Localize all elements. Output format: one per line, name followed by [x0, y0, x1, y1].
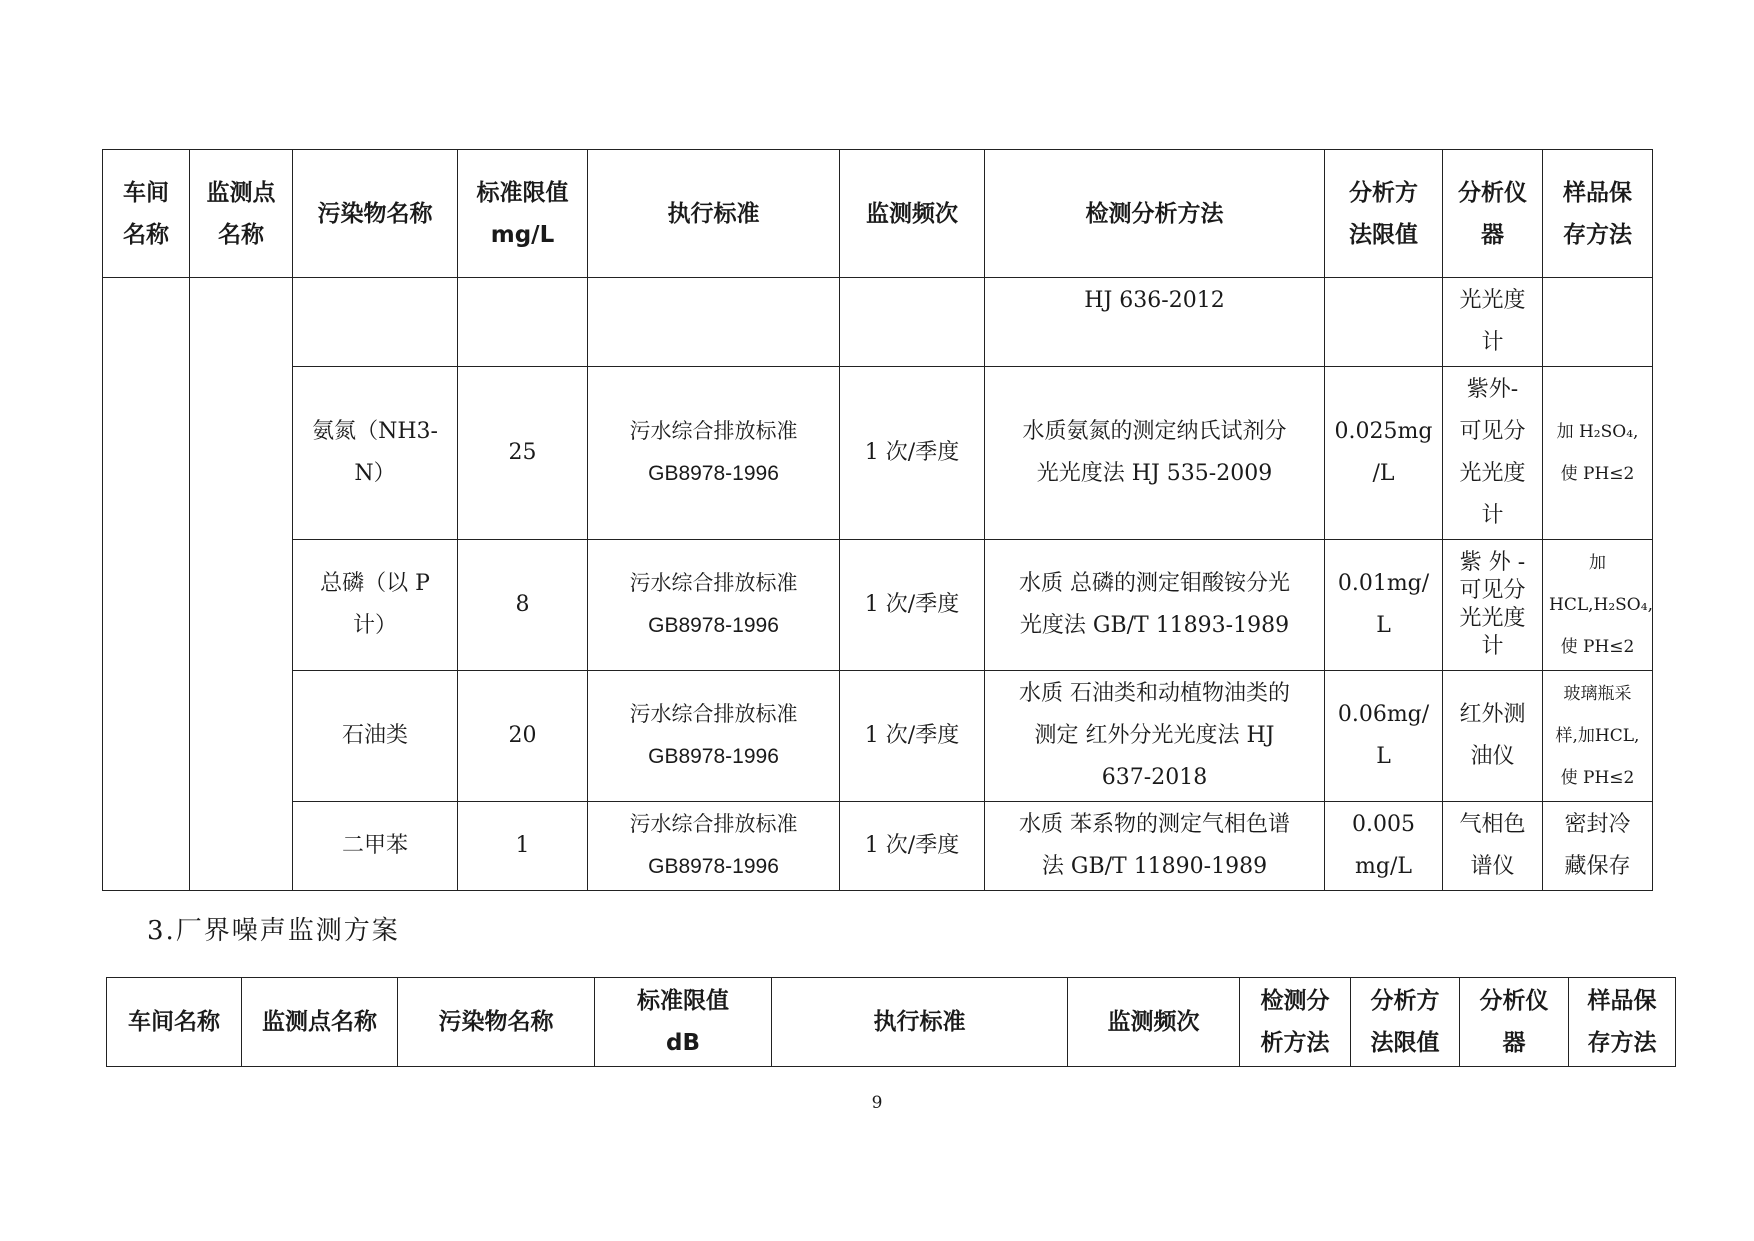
instrument-cell: 光光度 计	[1443, 278, 1543, 367]
table-row	[103, 540, 1653, 671]
table-header-row	[103, 150, 1653, 278]
header-limit: 标准限值 dB	[595, 978, 772, 1067]
monitoring-point-cell	[190, 278, 293, 891]
frequency-cell: 1 次/季度	[840, 540, 985, 671]
method-cell: 水质氨氮的测定纳氏试剂分 光光度法 HJ 535-2009	[985, 367, 1325, 540]
header-preservation: 样品保 存方法	[1569, 978, 1676, 1067]
section-heading: 3.厂界噪声监测方案	[147, 916, 400, 946]
pollutant-cell	[293, 278, 458, 367]
limit-cell: 1	[458, 802, 588, 891]
method-limit-cell	[1325, 278, 1443, 367]
header-pollutant: 污染物名称	[398, 978, 595, 1067]
preservation-cell: 玻璃瓶采 样,加HCL, 使 PH≤2	[1543, 671, 1653, 802]
limit-cell: 8	[458, 540, 588, 671]
header-standard: 执行标准	[588, 150, 840, 278]
pollutant-cell: 二甲苯	[293, 802, 458, 891]
header-frequency: 监测频次	[1068, 978, 1240, 1067]
method-cell: 水质 苯系物的测定气相色谱 法 GB/T 11890-1989	[985, 802, 1325, 891]
header-instrument: 分析仪 器	[1460, 978, 1569, 1067]
pollutant-cell: 总磷（以 P 计）	[293, 540, 458, 671]
table-row	[103, 367, 1653, 540]
limit-cell	[458, 278, 588, 367]
standard-cell: 污水综合排放标准 GB8978-1996	[588, 540, 840, 671]
method-limit-cell: 0.01mg/ L	[1325, 540, 1443, 671]
method-cell: HJ 636-2012	[985, 278, 1325, 367]
header-standard: 执行标准	[772, 978, 1068, 1067]
method-limit-cell: 0.005 mg/L	[1325, 802, 1443, 891]
header-method: 检测分析方法	[985, 150, 1325, 278]
method-cell: 水质 石油类和动植物油类的 测定 红外分光光度法 HJ 637-2018	[985, 671, 1325, 802]
limit-cell: 25	[458, 367, 588, 540]
header-method-limit: 分析方 法限值	[1325, 150, 1443, 278]
header-instrument: 分析仪 器	[1443, 150, 1543, 278]
table-row	[103, 278, 1653, 367]
table-header-row	[107, 978, 1676, 1067]
header-workshop: 车间名称	[107, 978, 242, 1067]
header-pollutant: 污染物名称	[293, 150, 458, 278]
workshop-cell	[103, 278, 190, 891]
preservation-cell: 加 HCL,H₂SO₄, 使 PH≤2	[1543, 540, 1653, 671]
header-method: 检测分 析方法	[1240, 978, 1351, 1067]
page-number: 9	[871, 1093, 883, 1113]
header-method-limit: 分析方 法限值	[1351, 978, 1460, 1067]
limit-cell: 20	[458, 671, 588, 802]
wastewater-monitoring-table	[102, 149, 1653, 891]
instrument-cell: 紫外- 可见分 光光度 计	[1443, 367, 1543, 540]
frequency-cell: 1 次/季度	[840, 367, 985, 540]
method-limit-cell: 0.06mg/ L	[1325, 671, 1443, 802]
frequency-cell	[840, 278, 985, 367]
instrument-cell: 紫 外 - 可见分 光光度 计	[1443, 540, 1543, 671]
frequency-cell: 1 次/季度	[840, 802, 985, 891]
frequency-cell: 1 次/季度	[840, 671, 985, 802]
preservation-cell: 密封冷 藏保存	[1543, 802, 1653, 891]
preservation-cell: 加 H₂SO₄, 使 PH≤2	[1543, 367, 1653, 540]
noise-monitoring-table	[106, 977, 1676, 1067]
header-frequency: 监测频次	[840, 150, 985, 278]
standard-cell	[588, 278, 840, 367]
header-monitoring-point: 监测点 名称	[190, 150, 293, 278]
pollutant-cell: 氨氮（NH3-N）	[293, 367, 458, 540]
standard-cell: 污水综合排放标准 GB8978-1996	[588, 367, 840, 540]
standard-cell: 污水综合排放标准 GB8978-1996	[588, 671, 840, 802]
pollutant-cell: 石油类	[293, 671, 458, 802]
instrument-cell: 气相色 谱仪	[1443, 802, 1543, 891]
table-row	[103, 671, 1653, 802]
header-workshop: 车间 名称	[103, 150, 190, 278]
instrument-cell: 红外测 油仪	[1443, 671, 1543, 802]
method-cell: 水质 总磷的测定钼酸铵分光 光度法 GB/T 11893-1989	[985, 540, 1325, 671]
standard-cell: 污水综合排放标准 GB8978-1996	[588, 802, 840, 891]
table-row	[103, 802, 1653, 891]
header-monitoring-point: 监测点名称	[242, 978, 398, 1067]
header-limit: 标准限值 mg/L	[458, 150, 588, 278]
header-preservation: 样品保 存方法	[1543, 150, 1653, 278]
method-limit-cell: 0.025mg /L	[1325, 367, 1443, 540]
preservation-cell	[1543, 278, 1653, 367]
